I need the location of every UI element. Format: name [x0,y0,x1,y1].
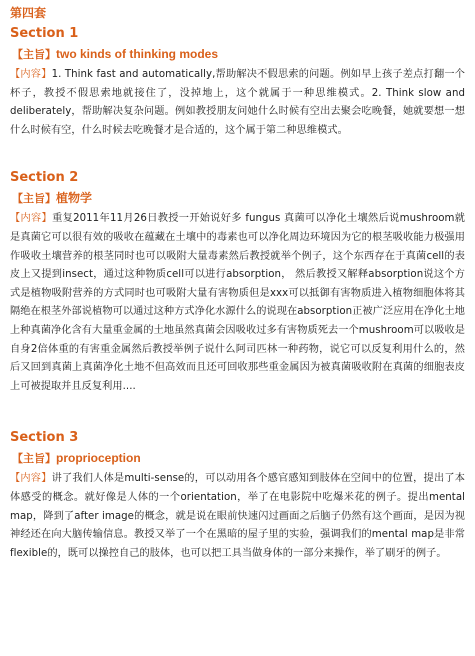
content-text: 重复2011年11月26日教授一开始说好多 fungus 真菌可以净化土壤然后说mushroom就是真菌它可以很有效的吸收在蕴藏在土壤中的毒素也可以净化周边环境因为它的根茎吸收能力极强用作吸收土壤营养的根茎同时也可以吸附大量毒素然后教授就举个例子，这个东西存在于真菌cell的表皮上又提到insect，通过这种物质cell可以进行absorption， 然后教授又解释absorption说这个方式是植物吸附营养的方式同时也可吸附大量有害物质但是xxx可以抵御有害物质进入植物细胞体将其隔绝在根茎外部说植物可以通过这种方式净化水源什么的说现在absorption正被广泛应用在净化土地上种真菌净化含有大量重金属的土地虽然真菌会因吸收过多有害物质死去一个mushroom可以吸收是自身2倍体重的有害重金属然后教授举例子说什么阿司匹林一种药物，说它可以反复利用什么的，然后又回到真菌上真菌净化土地不但高效而且还可回收那些重金属因为被真菌吸收附在真菌的细胞表皮上可被提取并且反复利用.... [10,213,466,392]
spacer [10,140,465,170]
section-1 [10,26,465,140]
section-heading: Section 1 [10,26,79,41]
content-paragraph [10,66,465,140]
content-text: 讲了我们人体是multi-sense的，可以动用各个感官感知到肢体在空间中的位置，提出了本体感受的概念。就好像是人体的一个orientation，举了在电影院中吃爆米花的例子。提出mental map，降到了after image的概念，就是说在眼前快速闪过画面之后脑子仍然有这个画面，是因为视神经还在向大脑传输信息。教授又举了一个在黑暗的屋子里的实验，强调我们的mental map是非常flexible的，既可以操控自己的肢体，也可以把工具当做身体的一部分来操作，举了刷牙的例子。 [10,473,465,559]
section-heading: Section 3 [10,430,79,446]
content-text: 1. Think fast and automatically,帮助解决不假思索的问题。例如早上孩子差点打翻一个杯子，教授不假思索地就接住了，没掉地上，这个就属于一种思维模式。2. Think slow and deliberately，帮助解决复杂问题。例如教授朋友问她什么时候有空出去聚会吃晚餐，她就要想一想什么时候有空，什么时候去吃晚餐才是合适的，这个属于第二种思维模式。 [10,69,466,136]
theme-tag: 【主旨】 [12,452,56,466]
content-tag: 【内容】 [10,473,52,485]
content-paragraph [10,470,465,563]
theme-text: proprioception [56,451,141,466]
spacer [10,396,465,430]
content-paragraph [10,210,465,396]
section-3 [10,430,465,563]
document-title: 第四套 [10,6,47,20]
content-tag: 【内容】 [10,69,52,80]
theme-text: two kinds of thinking modes [56,47,218,61]
theme-line [10,189,465,208]
content-tag: 【内容】 [10,213,53,225]
theme-line [10,449,465,468]
theme-tag: 【主旨】 [12,48,56,61]
section-2 [10,170,465,396]
theme-tag: 【主旨】 [12,192,56,206]
section-heading: Section 2 [10,170,79,186]
theme-text: 植物学 [56,191,93,206]
theme-line [10,45,465,64]
